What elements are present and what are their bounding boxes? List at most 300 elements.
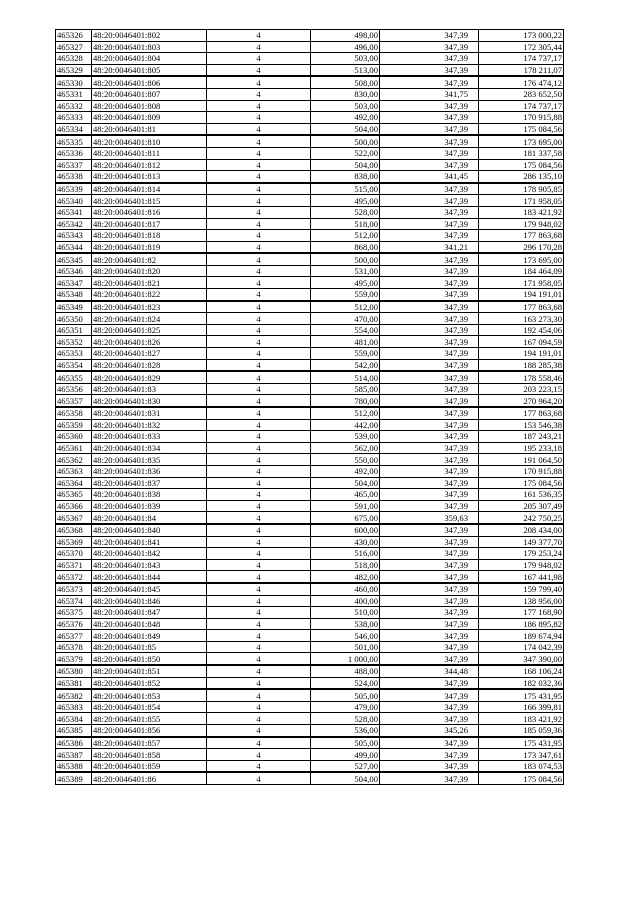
group-cell: 4 (207, 677, 311, 689)
row-number-cell: 465348 (56, 289, 92, 301)
group-cell: 4 (207, 147, 311, 159)
cadastral-value-table (55, 29, 564, 785)
table-row (56, 395, 564, 407)
area-cell: 513,00 (311, 64, 380, 76)
table-row (56, 253, 564, 265)
area-cell: 512,00 (311, 230, 380, 242)
unit-value-cell: 347,39 (380, 371, 479, 383)
table-row (56, 548, 564, 560)
unit-value-cell: 347,39 (380, 348, 479, 360)
table-row (56, 477, 564, 489)
unit-value-cell: 347,39 (380, 195, 479, 207)
cadastral-number-cell: 48:20:0046401:835 (92, 454, 207, 466)
cadastral-number-cell: 48:20:0046401:804 (92, 53, 207, 65)
area-cell: 430,00 (311, 536, 380, 548)
area-cell: 512,00 (311, 407, 380, 419)
row-number-cell: 465386 (56, 737, 92, 749)
cadastral-number-cell: 48:20:0046401:829 (92, 371, 207, 383)
table-row (56, 53, 564, 65)
cadastral-value-cell: 194 191,01 (479, 348, 564, 360)
unit-value-cell: 347,39 (380, 289, 479, 301)
row-number-cell: 465356 (56, 383, 92, 395)
unit-value-cell: 347,39 (380, 618, 479, 630)
unit-value-cell: 347,39 (380, 653, 479, 665)
cadastral-value-cell: 184 464,09 (479, 265, 564, 277)
area-cell: 508,00 (311, 76, 380, 88)
group-cell: 4 (207, 713, 311, 725)
table-row (56, 419, 564, 431)
table-row (56, 407, 564, 419)
row-number-cell: 465326 (56, 30, 92, 42)
area-cell: 559,00 (311, 289, 380, 301)
cadastral-value-cell: 175 084,56 (479, 123, 564, 135)
unit-value-cell: 347,39 (380, 559, 479, 571)
table-row (56, 324, 564, 336)
cadastral-number-cell: 48:20:0046401:814 (92, 183, 207, 195)
area-cell: 501,00 (311, 641, 380, 653)
cadastral-number-cell: 48:20:0046401:858 (92, 749, 207, 761)
cadastral-number-cell: 48:20:0046401:839 (92, 500, 207, 512)
table-row (56, 677, 564, 689)
cadastral-value-cell: 175 084,56 (479, 477, 564, 489)
row-number-cell: 465373 (56, 583, 92, 595)
unit-value-cell: 347,39 (380, 772, 479, 784)
group-cell: 4 (207, 100, 311, 112)
group-cell: 4 (207, 454, 311, 466)
table-row (56, 123, 564, 135)
area-cell: 512,00 (311, 301, 380, 313)
cadastral-number-cell: 48:20:0046401:837 (92, 477, 207, 489)
cadastral-value-cell: 138 956,00 (479, 595, 564, 607)
unit-value-cell: 347,39 (380, 689, 479, 701)
cadastral-number-cell: 48:20:0046401:822 (92, 289, 207, 301)
row-number-cell: 465388 (56, 760, 92, 772)
group-cell: 4 (207, 524, 311, 536)
cadastral-number-cell: 48:20:0046401:848 (92, 618, 207, 630)
group-cell: 4 (207, 760, 311, 772)
group-cell: 4 (207, 313, 311, 325)
area-cell: 531,00 (311, 265, 380, 277)
group-cell: 4 (207, 641, 311, 653)
unit-value-cell: 347,39 (380, 41, 479, 53)
group-cell: 4 (207, 383, 311, 395)
row-number-cell: 465337 (56, 159, 92, 171)
cadastral-number-cell: 48:20:0046401:831 (92, 407, 207, 419)
row-number-cell: 465346 (56, 265, 92, 277)
unit-value-cell: 347,39 (380, 407, 479, 419)
cadastral-value-cell: 183 074,53 (479, 760, 564, 772)
group-cell: 4 (207, 336, 311, 348)
cadastral-number-cell: 48:20:0046401:811 (92, 147, 207, 159)
area-cell: 492,00 (311, 465, 380, 477)
group-cell: 4 (207, 135, 311, 147)
row-number-cell: 465351 (56, 324, 92, 336)
unit-value-cell: 347,39 (380, 76, 479, 88)
cadastral-number-cell: 48:20:0046401:834 (92, 442, 207, 454)
cadastral-number-cell: 48:20:0046401:84 (92, 512, 207, 524)
cadastral-value-cell: 175 084,56 (479, 772, 564, 784)
row-number-cell: 465359 (56, 419, 92, 431)
row-number-cell: 465369 (56, 536, 92, 548)
cadastral-value-cell: 174 737,17 (479, 53, 564, 65)
group-cell: 4 (207, 512, 311, 524)
cadastral-value-cell: 173 695,00 (479, 253, 564, 265)
cadastral-number-cell: 48:20:0046401:842 (92, 548, 207, 560)
cadastral-number-cell: 48:20:0046401:815 (92, 195, 207, 207)
table-row (56, 583, 564, 595)
group-cell: 4 (207, 171, 311, 183)
area-cell: 492,00 (311, 112, 380, 124)
unit-value-cell: 347,39 (380, 30, 479, 42)
group-cell: 4 (207, 218, 311, 230)
cadastral-value-cell: 177 863,68 (479, 407, 564, 419)
table-row (56, 230, 564, 242)
cadastral-number-cell: 48:20:0046401:841 (92, 536, 207, 548)
table-row (56, 500, 564, 512)
table-row (56, 218, 564, 230)
area-cell: 504,00 (311, 123, 380, 135)
cadastral-value-cell: 205 307,49 (479, 500, 564, 512)
group-cell: 4 (207, 653, 311, 665)
group-cell: 4 (207, 76, 311, 88)
cadastral-value-cell: 174 737,17 (479, 100, 564, 112)
table-row (56, 749, 564, 761)
row-number-cell: 465349 (56, 301, 92, 313)
group-cell: 4 (207, 241, 311, 253)
cadastral-number-cell: 48:20:0046401:821 (92, 277, 207, 289)
group-cell: 4 (207, 419, 311, 431)
unit-value-cell: 347,39 (380, 477, 479, 489)
unit-value-cell: 347,39 (380, 159, 479, 171)
row-number-cell: 465335 (56, 135, 92, 147)
table-row (56, 559, 564, 571)
group-cell: 4 (207, 30, 311, 42)
area-cell: 510,00 (311, 607, 380, 619)
cadastral-value-cell: 195 233,18 (479, 442, 564, 454)
cadastral-number-cell: 48:20:0046401:859 (92, 760, 207, 772)
row-number-cell: 465382 (56, 689, 92, 701)
table-row (56, 489, 564, 501)
row-number-cell: 465383 (56, 701, 92, 713)
cadastral-number-cell: 48:20:0046401:817 (92, 218, 207, 230)
area-cell: 504,00 (311, 477, 380, 489)
row-number-cell: 465355 (56, 371, 92, 383)
cadastral-number-cell: 48:20:0046401:813 (92, 171, 207, 183)
group-cell: 4 (207, 230, 311, 242)
cadastral-value-cell: 179 948,02 (479, 559, 564, 571)
row-number-cell: 465361 (56, 442, 92, 454)
row-number-cell: 465338 (56, 171, 92, 183)
unit-value-cell: 347,39 (380, 53, 479, 65)
table-row (56, 147, 564, 159)
group-cell: 4 (207, 253, 311, 265)
area-cell: 528,00 (311, 713, 380, 725)
cadastral-value-cell: 208 434,00 (479, 524, 564, 536)
cadastral-number-cell: 48:20:0046401:844 (92, 571, 207, 583)
unit-value-cell: 347,39 (380, 112, 479, 124)
table-row (56, 760, 564, 772)
cadastral-number-cell: 48:20:0046401:830 (92, 395, 207, 407)
area-cell: 496,00 (311, 41, 380, 53)
area-cell: 546,00 (311, 630, 380, 642)
area-cell: 470,00 (311, 313, 380, 325)
table-row (56, 383, 564, 395)
row-number-cell: 465380 (56, 665, 92, 677)
row-number-cell: 465366 (56, 500, 92, 512)
area-cell: 460,00 (311, 583, 380, 595)
cadastral-value-cell: 296 170,28 (479, 241, 564, 253)
table-row (56, 301, 564, 313)
cadastral-number-cell: 48:20:0046401:807 (92, 88, 207, 100)
cadastral-number-cell: 48:20:0046401:808 (92, 100, 207, 112)
cadastral-number-cell: 48:20:0046401:832 (92, 419, 207, 431)
group-cell: 4 (207, 206, 311, 218)
area-cell: 550,00 (311, 454, 380, 466)
cadastral-value-cell: 174 042,39 (479, 641, 564, 653)
cadastral-number-cell: 48:20:0046401:855 (92, 713, 207, 725)
unit-value-cell: 347,39 (380, 536, 479, 548)
cadastral-value-cell: 167 441,98 (479, 571, 564, 583)
group-cell: 4 (207, 630, 311, 642)
group-cell: 4 (207, 407, 311, 419)
cadastral-value-cell: 159 799,40 (479, 583, 564, 595)
row-number-cell: 465339 (56, 183, 92, 195)
group-cell: 4 (207, 183, 311, 195)
row-number-cell: 465340 (56, 195, 92, 207)
cadastral-value-cell: 173 347,61 (479, 749, 564, 761)
cadastral-number-cell: 48:20:0046401:836 (92, 465, 207, 477)
cadastral-value-cell: 183 421,92 (479, 713, 564, 725)
cadastral-value-cell: 283 652,50 (479, 88, 564, 100)
cadastral-value-cell: 178 558,46 (479, 371, 564, 383)
area-cell: 482,00 (311, 571, 380, 583)
cadastral-value-cell: 188 285,38 (479, 359, 564, 371)
area-cell: 538,00 (311, 618, 380, 630)
group-cell: 4 (207, 725, 311, 737)
area-cell: 591,00 (311, 500, 380, 512)
area-cell: 780,00 (311, 395, 380, 407)
table-row (56, 241, 564, 253)
unit-value-cell: 347,39 (380, 324, 479, 336)
unit-value-cell: 347,39 (380, 595, 479, 607)
cadastral-number-cell: 48:20:0046401:851 (92, 665, 207, 677)
area-cell: 516,00 (311, 548, 380, 560)
cadastral-value-cell: 176 474,12 (479, 76, 564, 88)
row-number-cell: 465389 (56, 772, 92, 784)
cadastral-number-cell: 48:20:0046401:838 (92, 489, 207, 501)
unit-value-cell: 347,39 (380, 431, 479, 443)
group-cell: 4 (207, 689, 311, 701)
cadastral-value-cell: 175 431,95 (479, 737, 564, 749)
unit-value-cell: 347,39 (380, 701, 479, 713)
unit-value-cell: 347,39 (380, 571, 479, 583)
table-row (56, 536, 564, 548)
cadastral-number-cell: 48:20:0046401:809 (92, 112, 207, 124)
cadastral-value-cell: 168 106,24 (479, 665, 564, 677)
group-cell: 4 (207, 265, 311, 277)
row-number-cell: 465377 (56, 630, 92, 642)
table-row (56, 30, 564, 42)
group-cell: 4 (207, 465, 311, 477)
cadastral-number-cell: 48:20:0046401:86 (92, 772, 207, 784)
row-number-cell: 465342 (56, 218, 92, 230)
area-cell: 503,00 (311, 53, 380, 65)
table-row (56, 313, 564, 325)
area-cell: 559,00 (311, 348, 380, 360)
cadastral-value-cell: 153 546,38 (479, 419, 564, 431)
row-number-cell: 465343 (56, 230, 92, 242)
unit-value-cell: 347,39 (380, 465, 479, 477)
cadastral-value-cell: 172 305,44 (479, 41, 564, 53)
area-cell: 500,00 (311, 253, 380, 265)
area-cell: 504,00 (311, 159, 380, 171)
group-cell: 4 (207, 477, 311, 489)
unit-value-cell: 347,39 (380, 548, 479, 560)
area-cell: 500,00 (311, 135, 380, 147)
row-number-cell: 465330 (56, 76, 92, 88)
area-cell: 504,00 (311, 772, 380, 784)
cadastral-number-cell: 48:20:0046401:819 (92, 241, 207, 253)
cadastral-number-cell: 48:20:0046401:828 (92, 359, 207, 371)
row-number-cell: 465334 (56, 123, 92, 135)
cadastral-value-cell: 194 191,01 (479, 289, 564, 301)
group-cell: 4 (207, 618, 311, 630)
cadastral-number-cell: 48:20:0046401:816 (92, 206, 207, 218)
table-row (56, 665, 564, 677)
row-number-cell: 465350 (56, 313, 92, 325)
group-cell: 4 (207, 548, 311, 560)
cadastral-number-cell: 48:20:0046401:852 (92, 677, 207, 689)
cadastral-number-cell: 48:20:0046401:857 (92, 737, 207, 749)
area-cell: 536,00 (311, 725, 380, 737)
area-cell: 675,00 (311, 512, 380, 524)
group-cell: 4 (207, 749, 311, 761)
area-cell: 515,00 (311, 183, 380, 195)
table-row (56, 653, 564, 665)
cadastral-number-cell: 48:20:0046401:853 (92, 689, 207, 701)
cadastral-value-cell: 187 243,21 (479, 431, 564, 443)
cadastral-value-cell: 191 064,50 (479, 454, 564, 466)
cadastral-value-cell: 171 958,05 (479, 277, 564, 289)
cadastral-value-cell: 166 399,81 (479, 701, 564, 713)
table-row (56, 737, 564, 749)
unit-value-cell: 345,26 (380, 725, 479, 737)
cadastral-number-cell: 48:20:0046401:83 (92, 383, 207, 395)
row-number-cell: 465363 (56, 465, 92, 477)
unit-value-cell: 347,39 (380, 301, 479, 313)
group-cell: 4 (207, 64, 311, 76)
row-number-cell: 465385 (56, 725, 92, 737)
cadastral-value-cell: 149 377,70 (479, 536, 564, 548)
cadastral-value-cell: 177 863,68 (479, 230, 564, 242)
cadastral-value-cell: 161 536,35 (479, 489, 564, 501)
unit-value-cell: 347,39 (380, 419, 479, 431)
row-number-cell: 465371 (56, 559, 92, 571)
table-row (56, 454, 564, 466)
cadastral-number-cell: 48:20:0046401:810 (92, 135, 207, 147)
area-cell: 479,00 (311, 701, 380, 713)
unit-value-cell: 347,39 (380, 206, 479, 218)
table-row (56, 630, 564, 642)
cadastral-number-cell: 48:20:0046401:803 (92, 41, 207, 53)
unit-value-cell: 341,45 (380, 171, 479, 183)
unit-value-cell: 347,39 (380, 64, 479, 76)
table-row (56, 618, 564, 630)
cadastral-value-cell: 171 958,05 (479, 195, 564, 207)
row-number-cell: 465336 (56, 147, 92, 159)
cadastral-number-cell: 48:20:0046401:847 (92, 607, 207, 619)
unit-value-cell: 347,39 (380, 135, 479, 147)
table-row (56, 524, 564, 536)
table-row (56, 265, 564, 277)
row-number-cell: 465328 (56, 53, 92, 65)
cadastral-number-cell: 48:20:0046401:854 (92, 701, 207, 713)
unit-value-cell: 347,39 (380, 147, 479, 159)
group-cell: 4 (207, 359, 311, 371)
cadastral-value-cell: 170 915,88 (479, 112, 564, 124)
area-cell: 498,00 (311, 30, 380, 42)
table-row (56, 183, 564, 195)
row-number-cell: 465347 (56, 277, 92, 289)
table-row (56, 595, 564, 607)
table-row (56, 607, 564, 619)
cadastral-value-cell: 347 390,00 (479, 653, 564, 665)
cadastral-number-cell: 48:20:0046401:85 (92, 641, 207, 653)
group-cell: 4 (207, 348, 311, 360)
row-number-cell: 465367 (56, 512, 92, 524)
unit-value-cell: 347,39 (380, 265, 479, 277)
area-cell: 400,00 (311, 595, 380, 607)
cadastral-value-cell: 178 211,07 (479, 64, 564, 76)
unit-value-cell: 347,39 (380, 183, 479, 195)
unit-value-cell: 347,39 (380, 395, 479, 407)
row-number-cell: 465360 (56, 431, 92, 443)
row-number-cell: 465329 (56, 64, 92, 76)
cadastral-value-cell: 179 253,24 (479, 548, 564, 560)
unit-value-cell: 347,39 (380, 442, 479, 454)
unit-value-cell: 347,39 (380, 713, 479, 725)
cadastral-value-cell: 178 905,85 (479, 183, 564, 195)
table-row (56, 641, 564, 653)
unit-value-cell: 347,39 (380, 313, 479, 325)
group-cell: 4 (207, 112, 311, 124)
group-cell: 4 (207, 431, 311, 443)
cadastral-number-cell: 48:20:0046401:823 (92, 301, 207, 313)
cadastral-number-cell: 48:20:0046401:833 (92, 431, 207, 443)
unit-value-cell: 347,39 (380, 760, 479, 772)
cadastral-value-cell: 185 059,36 (479, 725, 564, 737)
cadastral-value-cell: 170 915,88 (479, 465, 564, 477)
group-cell: 4 (207, 583, 311, 595)
table-row (56, 159, 564, 171)
area-cell: 838,00 (311, 171, 380, 183)
table-row (56, 100, 564, 112)
row-number-cell: 465378 (56, 641, 92, 653)
row-number-cell: 465353 (56, 348, 92, 360)
cadastral-number-cell: 48:20:0046401:850 (92, 653, 207, 665)
area-cell: 542,00 (311, 359, 380, 371)
cadastral-value-cell: 270 964,20 (479, 395, 564, 407)
row-number-cell: 465376 (56, 618, 92, 630)
area-cell: 503,00 (311, 100, 380, 112)
group-cell: 4 (207, 277, 311, 289)
cadastral-value-cell: 175 431,95 (479, 689, 564, 701)
row-number-cell: 465344 (56, 241, 92, 253)
row-number-cell: 465333 (56, 112, 92, 124)
row-number-cell: 465375 (56, 607, 92, 619)
group-cell: 4 (207, 301, 311, 313)
row-number-cell: 465341 (56, 206, 92, 218)
